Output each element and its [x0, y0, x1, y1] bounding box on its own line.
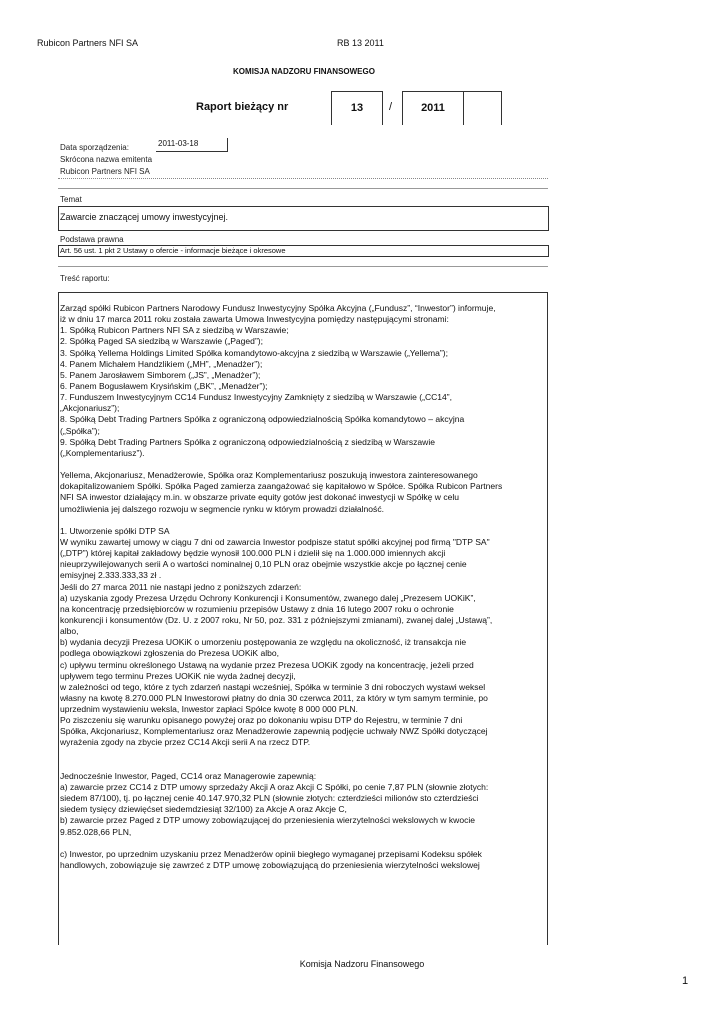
- issuer-value: Rubicon Partners NFI SA: [60, 167, 150, 176]
- content-line: 1. Spółką Rubicon Partners NFI SA z siedzibą w Warszawie;: [60, 325, 289, 336]
- content-line: podlega obowiązkowi zgłoszenia do Prezesa UOKiK albo,: [60, 648, 280, 659]
- legal-basis-label: Podstawa prawna: [60, 235, 124, 244]
- content-line: konkurencji i konsumentów (Dz. U. z 2007 roku, Nr 50, poz. 331 z późniejszymi zmianami), zwanej dalej „Ustawą”,: [60, 614, 493, 625]
- content-line: 9.852.028,66 PLN,: [60, 826, 132, 837]
- content-line: b) zawarcie przez Paged z DTP umowy zobowiązującej do przeniesienia wierzytelności wekslowych w kwocie: [60, 815, 476, 826]
- date-value: 2011-03-18: [158, 139, 199, 148]
- report-number: 13: [350, 102, 364, 114]
- header-report-id: RB 13 2011: [337, 38, 384, 48]
- content-line: 9. Spółką Debt Trading Partners Spółka z ograniczoną odpowiedzialnością z siedzibą w Warszawie: [60, 436, 435, 447]
- content-line: emisyjnej 2.333.333,33 zł .: [60, 570, 162, 581]
- content-line: własny na kwotę 8.270.000 PLN Inwestorowi płatny do dnia 30 czerwca 2011, za który w tym samym terminie, po: [60, 692, 488, 703]
- report-extra-box: [464, 91, 502, 125]
- content-line: uprzednim wystawieniu weksla, Inwestor zapłaci Spółce kwotę 8 000 000 PLN.: [60, 704, 358, 715]
- page-number: 1: [682, 975, 689, 987]
- date-field: [156, 138, 228, 152]
- authority-title: KOMISJA NADZORU FINANSOWEGO: [233, 67, 375, 76]
- content-line: siedem 87/100), tj. po łącznej cenie 40.147.970,32 PLN (słownie złotych: czterdzieści milionów sto czterdzieści: [60, 793, 479, 804]
- content-line: iż w dniu 17 marca 2011 roku została zawarta Umowa Inwestycyjna pomiędzy następującymi stronami:: [60, 314, 449, 325]
- content-line: NFI SA inwestor działający m.in. w obszarze private equity gotów jest dokonać inwestycji w Spółkę w celu: [60, 492, 460, 503]
- content-line: Spółka, Akcjonariusz, Komplementariusz oraz Menadżerowie zapewnią podjęcie uchwały NWZ Spółki dotyczącej: [60, 726, 488, 737]
- subject-label: Temat: [60, 195, 82, 204]
- content-top-rule: [58, 266, 548, 267]
- content-line: „Akcjonariusz”);: [60, 403, 120, 414]
- content-line: umożliwienia jej dalszego rozwoju w segmencie rynku w którym prowadzi działalność.: [60, 503, 384, 514]
- content-line: 5. Panem Jarosławem Simborem („JS”, „Menadżer”);: [60, 369, 261, 380]
- content-line: c) upływu terminu określonego Ustawą na wydanie przez Prezesa UOKiK zgody na koncentrację, jeżeli przed: [60, 659, 474, 670]
- content-line: dokapitalizowaniem Spółki. Spółka Paged zamierza zaangażować się kapitałowo w Spółce. Spółka Rubicon Partners: [60, 481, 503, 492]
- content-line: Zarząd spółki Rubicon Partners Narodowy Fundusz Inwestycyjny Spółka Akcyjna („Fundusz”, “Inwestor”) informuje,: [60, 303, 496, 313]
- issuer-label: Skrócona nazwa emitenta: [60, 155, 153, 164]
- content-line: handlowych, zobowiązuje się zawrzeć z DTP umowę zobowiązującą do przeniesienia wierzytelności wekslowej: [60, 860, 480, 871]
- content-line: c) Inwestor, po uprzednim uzyskaniu przez Menadżerów opinii biegłego wymaganej przepisami Kodeksu spółek: [60, 848, 482, 859]
- content-line: wyrażenia zgody na zbycie przez CC14 Akcji serii A na rzecz DTP.: [60, 737, 311, 748]
- content-line: b) wydania decyzji Prezesa UOKiK o umorzeniu postępowania ze względu na okoliczność, iż transakcja nie: [60, 637, 467, 648]
- content-line: 8. Spółką Debt Trading Partners Spółka z ograniczoną odpowiedzialnością Spółka komandytowo – akcyjna: [60, 414, 465, 425]
- report-year-box: [402, 91, 464, 125]
- content-line: albo,: [60, 626, 79, 637]
- content-label: Treść raportu:: [60, 274, 110, 283]
- content-line: 7. Funduszem Inwestycyjnym CC14 Fundusz Inwestycyjny Zamknięty z siedzibą w Warszawie („CC14”,: [60, 392, 453, 403]
- content-line: [60, 459, 546, 470]
- content-line: Po ziszczeniu się warunku opisanego powyżej oraz po dokonaniu wpisu DTP do Rejestru, w terminie 7 dni: [60, 715, 463, 726]
- report-content-text: [60, 303, 546, 871]
- content-line: („Spółka”);: [60, 425, 100, 436]
- content-line: w zależności od tego, które z tych zdarzeń nastąpi wcześniej, Spółka w terminie 3 dni roboczych wystawi weksel: [60, 681, 486, 692]
- content-line: 3. Spółką Yellema Holdings Limited Spółka komandytowo-akcyjna z siedzibą w Warszawie („Yellema”);: [60, 347, 448, 358]
- content-line: Jednocześnie Inwestor, Paged, CC14 oraz Managerowie zapewnią:: [60, 770, 317, 781]
- content-line: siedem tysięcy dziewięćset siedemdziesiąt 32/100) za Akcje A oraz Akcje C,: [60, 804, 347, 815]
- content-line: 1. Utworzenie spółki DTP SA: [60, 525, 170, 536]
- subject-value: Zawarcie znaczącej umowy inwestycyjnej.: [60, 212, 229, 222]
- content-line: 4. Panem Michałem Handzlikiem („MH”, „Menadżer”);: [60, 358, 263, 369]
- report-number-box: [331, 91, 383, 125]
- report-slash: /: [389, 101, 393, 113]
- content-line: nieuprzywilejowanych serii A o wartości nominalnej 0,10 PLN oraz obejmie wszystkie akcje po łącznej cenie: [60, 559, 467, 570]
- content-line: („DTP”) której kapitał zakładowy będzie wynosił 100.000 PLN i dzielił się na 1.000.000 imiennych akcji: [60, 548, 446, 559]
- content-line: [60, 515, 546, 526]
- content-line: [60, 838, 546, 849]
- content-line: 2. Spółką Paged SA siedzibą w Warszawie („Paged”);: [60, 336, 264, 347]
- header-issuer: Rubicon Partners NFI SA: [37, 38, 139, 48]
- legal-basis-field: [58, 245, 549, 257]
- footer-authority: Komisja Nadzoru Finansowego: [299, 959, 425, 969]
- content-line: („Komplementariusz”).: [60, 447, 145, 458]
- content-line: Yellema, Akcjonariusz, Menadżerowie, Spółka oraz Komplementariusz poszukują inwestora zainteresowanego: [60, 470, 478, 481]
- content-line: a) zawarcie przez CC14 z DTP umowy sprzedaży Akcji A oraz Akcji C Spółki, po cenie 7,87 PLN (słownie złotych:: [60, 782, 489, 793]
- issuer-underline: [58, 178, 548, 179]
- report-label: Raport bieżący nr: [196, 101, 289, 113]
- report-content: [58, 292, 548, 945]
- date-label: Data sporządzenia:: [60, 143, 129, 152]
- subject-field: [58, 206, 549, 231]
- content-line: [60, 760, 546, 771]
- subject-top-rule: [58, 188, 548, 189]
- legal-basis-value: Art. 56 ust. 1 pkt 2 Ustawy o ofercie - informacje bieżące i okresowe: [60, 246, 286, 255]
- content-line: W wyniku zawartej umowy w ciągu 7 dni od zawarcia Inwestor podpisze statut spółki akcyjnej pod firmą "DTP SA": [60, 536, 490, 547]
- content-line: 6. Panem Bogusławem Krysińskim („BK”, „Menadżer”);: [60, 380, 268, 391]
- content-line: na koncentrację przedsiębiorców w rozumieniu przepisów Ustawy z dnia 16 lutego 2007 roku o ochronie: [60, 603, 454, 614]
- content-line: [60, 749, 546, 760]
- content-line: a) uzyskania zgody Prezesa Urzędu Ochrony Konkurencji i Konsumentów, zwanego dalej „Prezesem UOKiK”,: [60, 592, 476, 603]
- content-line: Jeśli do 27 marca 2011 nie nastąpi jedno z poniższych zdarzeń:: [60, 581, 302, 592]
- content-line: upływem tego terminu Prezes UOKiK nie wyda żadnej decyzji,: [60, 670, 296, 681]
- report-year: 2011: [421, 102, 445, 114]
